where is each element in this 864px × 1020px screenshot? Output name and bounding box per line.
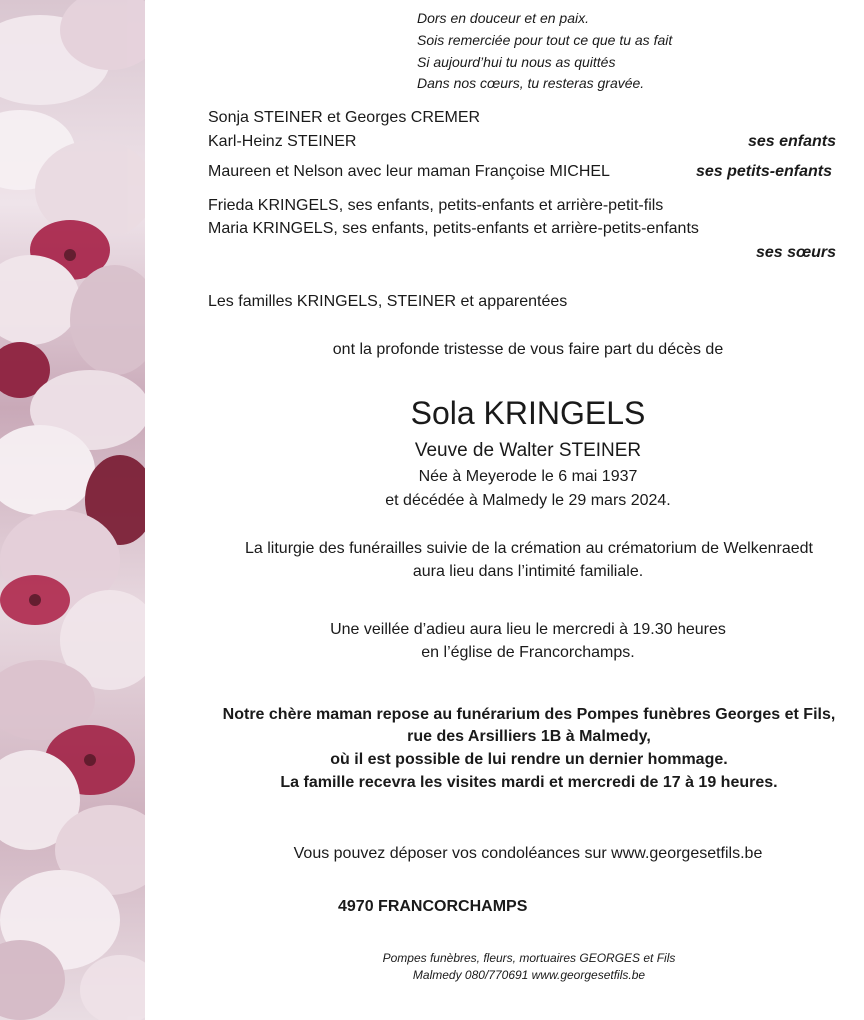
address: 4970 FRANCORCHAMPS	[338, 898, 528, 915]
children-line-2: Karl-Heinz STEINER	[208, 133, 357, 150]
liturgy-line-2: aura lieu dans l’intimité familiale.	[412, 563, 644, 580]
widow-of: Veuve de Walter STEINER	[414, 440, 642, 461]
death-info: et décédée à Malmedy le 29 mars 2024.	[385, 492, 671, 509]
repose-line-3: où il est possible de lui rendre un dernier hommage.	[330, 751, 728, 768]
liturgy-line-1: La liturgie des funérailles suivie de la crémation au crématorium de Welkenraedt	[245, 540, 813, 557]
sisters-label: ses sœurs	[755, 244, 836, 261]
deceased-name: Sola KRINGELS	[410, 395, 646, 431]
poem-line-4: Dans nos cœurs, tu resteras gravée.	[417, 75, 645, 91]
children-label: ses enfants	[747, 133, 836, 150]
condolences-line: Vous pouvez déposer vos condoléances sur www.georgesetfils.be	[293, 845, 763, 862]
footer-line-1: Pompes funèbres, fleurs, mortuaires GEORGES et Fils	[382, 951, 676, 965]
flower-decoration	[0, 0, 145, 1020]
repose-line-1: Notre chère maman repose au funérarium des Pompes funèbres Georges et Fils,	[222, 706, 836, 723]
obituary-content	[145, 0, 864, 1020]
footer-line-2: Malmedy 080/770691 www.georgesetfils.be	[412, 968, 646, 982]
sisters-line-2: Maria KRINGELS, ses enfants, petits-enfants et arrière-petits-enfants	[208, 220, 699, 237]
repose-line-2: rue des Arsilliers 1B à Malmedy,	[407, 728, 651, 745]
families-line: Les familles KRINGELS, STEINER et apparentées	[208, 293, 568, 310]
grandchildren-line: Maureen et Nelson avec leur maman Françoise MICHEL	[208, 163, 610, 180]
repose-line-4: La famille recevra les visites mardi et mercredi de 17 à 19 heures.	[280, 774, 778, 791]
vigil-line-2: en l’église de Francorchamps.	[421, 644, 635, 661]
cherry-blossom-image	[0, 0, 145, 1020]
poem-line-3: Si aujourd’hui tu nous as quittés	[417, 54, 616, 70]
poem-line-1: Dors en douceur et en paix.	[417, 10, 589, 26]
children-line-1: Sonja STEINER et Georges CREMER	[208, 109, 481, 126]
grandchildren-label: ses petits-enfants	[695, 163, 832, 180]
sisters-line-1: Frieda KRINGELS, ses enfants, petits-enfants et arrière-petit-fils	[208, 197, 664, 214]
announcement: ont la profonde tristesse de vous faire part du décès de	[332, 341, 724, 358]
birth-info: Née à Meyerode le 6 mai 1937	[418, 468, 638, 485]
vigil-line-1: Une veillée d’adieu aura lieu le mercredi à 19.30 heures	[330, 621, 726, 638]
poem-line-2: Sois remerciée pour tout ce que tu as fait	[417, 32, 673, 48]
